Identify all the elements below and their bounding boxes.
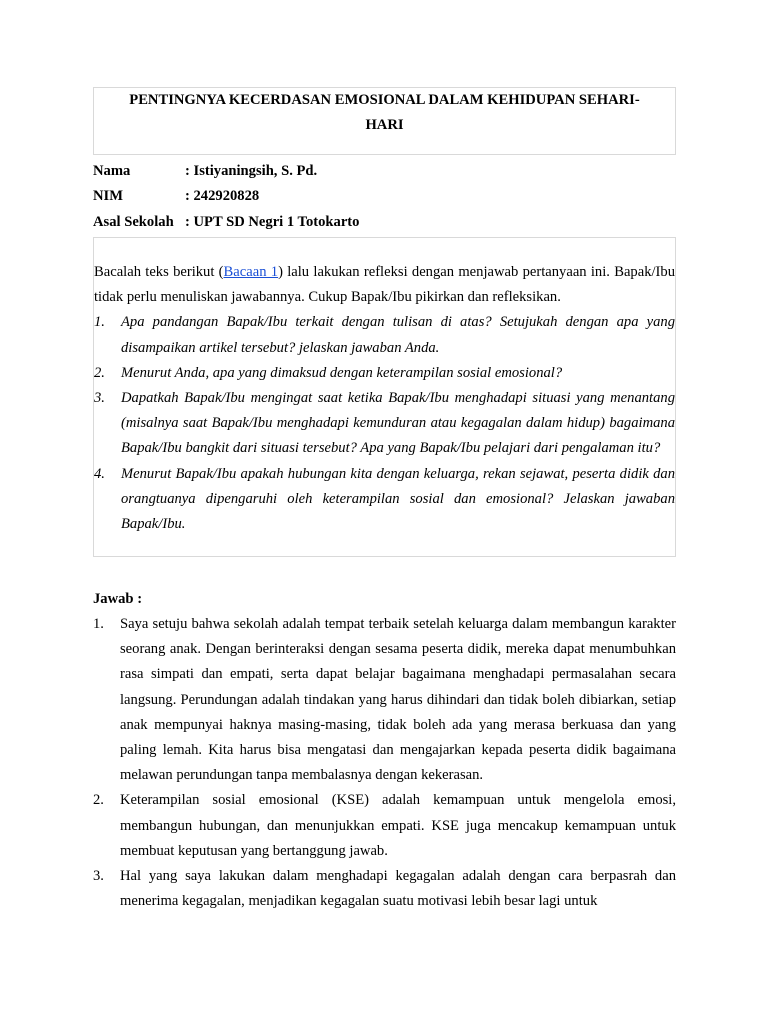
answer-text: Hal yang saya lakukan dalam menghadapi kegagalan adalah dengan cara berpasrah dan menerima kegagalan, menjadikan kegagalan suatu motivasi lebih besar lagi untuk: [120, 867, 676, 910]
info-value: : UPT SD Negri 1 Totokarto: [185, 213, 360, 230]
info-label: Nama: [93, 163, 131, 179]
info-value: : 242920828: [185, 188, 260, 205]
question-item: [94, 462, 675, 538]
info-label: NIM: [93, 188, 123, 205]
answer-heading: Jawab :: [93, 590, 143, 607]
instruction-text: [94, 260, 675, 310]
question-item: [94, 386, 675, 462]
answer-list: [93, 612, 676, 914]
answer-number: 2.: [93, 792, 104, 809]
title-box: [93, 87, 676, 155]
answer-number: 3.: [93, 867, 104, 884]
question-text: Menurut Bapak/Ibu apakah hubungan kita dengan keluarga, rekan sejawat, peserta didik dan orangtuanya dipengaruhi oleh keterampilan sosial dan emosional? Jelaskan jawaban Bapak/Ibu.: [121, 465, 675, 532]
question-number: 2.: [94, 364, 105, 381]
question-text: Apa pandangan Bapak/Ibu terkait dengan tulisan di atas? Setujukah dengan apa yang disampaikan artikel tersebut? jelaskan jawaban Anda.: [121, 314, 675, 356]
question-item: [94, 310, 675, 360]
question-text: Dapatkah Bapak/Ibu mengingat saat ketika Bapak/Ibu menghadapi situasi yang menantang (misalnya saat Bapak/Ibu menghadapi kemunduran atau kegagalan dalam hidup) bagaimana Bapak/Ibu bangkit dari situasi tersebut? Apa yang Bapak/Ibu pelajari dari pengalaman itu?: [121, 389, 675, 457]
question-text: Menurut Anda, apa yang dimaksud dengan keterampilan sosial emosional?: [121, 364, 563, 381]
instruction-after-link: ) lalu lakukan refleksi dengan menjawab pertanyaan ini. Bapak/Ibu tidak perlu menuliskan jawabannya. Cukup Bapak/Ibu pikirkan dan refleksikan.: [94, 263, 675, 306]
question-number: 3.: [94, 389, 105, 406]
instruction-before-link: Bacalah teks berikut (: [94, 263, 224, 280]
document-page: [93, 87, 676, 914]
question-item: [94, 361, 675, 386]
answer-text: Saya setuju bahwa sekolah adalah tempat terbaik setelah keluarga dalam membangun karakter seorang anak. Dengan berinteraksi dengan sesama peserta didik, mereka dapat menumbuhkan rasa simpati dan empati, serta dapat belajar bagaimana menghadapi permasalahan secara langsung. Perundungan adalah tindakan yang harus dihindari dan tidak boleh dibiarkan, setiap anak mempunyai haknya masing-masing, tidak boleh ada yang merasa berkuasa dan yang paling lemah. Kita harus bisa mengatasi dan mengajarkan kepada peserta didik bagaimana melawan perundungan tanpa membalasnya dengan kekerasan.: [120, 615, 676, 784]
info-row-sekolah: [93, 210, 676, 235]
answer-number: 1.: [93, 615, 104, 632]
info-label: Asal Sekolah: [93, 213, 174, 230]
bacaan-link[interactable]: Bacaan 1: [223, 263, 279, 280]
identity-block: [93, 159, 676, 235]
question-list: [94, 310, 675, 537]
instruction-box: [93, 237, 676, 557]
info-row-nim: [93, 184, 676, 209]
info-value: : Istiyaningsih, S. Pd.: [185, 163, 318, 179]
question-number: 1.: [94, 314, 105, 331]
title-line-2: HARI: [365, 117, 404, 133]
answer-text: Keterampilan sosial emosional (KSE) adalah kemampuan untuk mengelola emosi, membangun hubungan, dan menunjukkan empati. KSE juga mencakup kemampuan untuk membuat keputusan yang bertanggung jawab.: [120, 792, 676, 859]
answer-item: [93, 864, 676, 914]
question-number: 4.: [94, 465, 105, 482]
title-line-1: PENTINGNYA KECERDASAN EMOSIONAL DALAM KEHIDUPAN SEHARI-: [129, 92, 640, 108]
answer-item: [93, 612, 676, 788]
answer-item: [93, 788, 676, 864]
info-row-nama: [93, 159, 676, 184]
